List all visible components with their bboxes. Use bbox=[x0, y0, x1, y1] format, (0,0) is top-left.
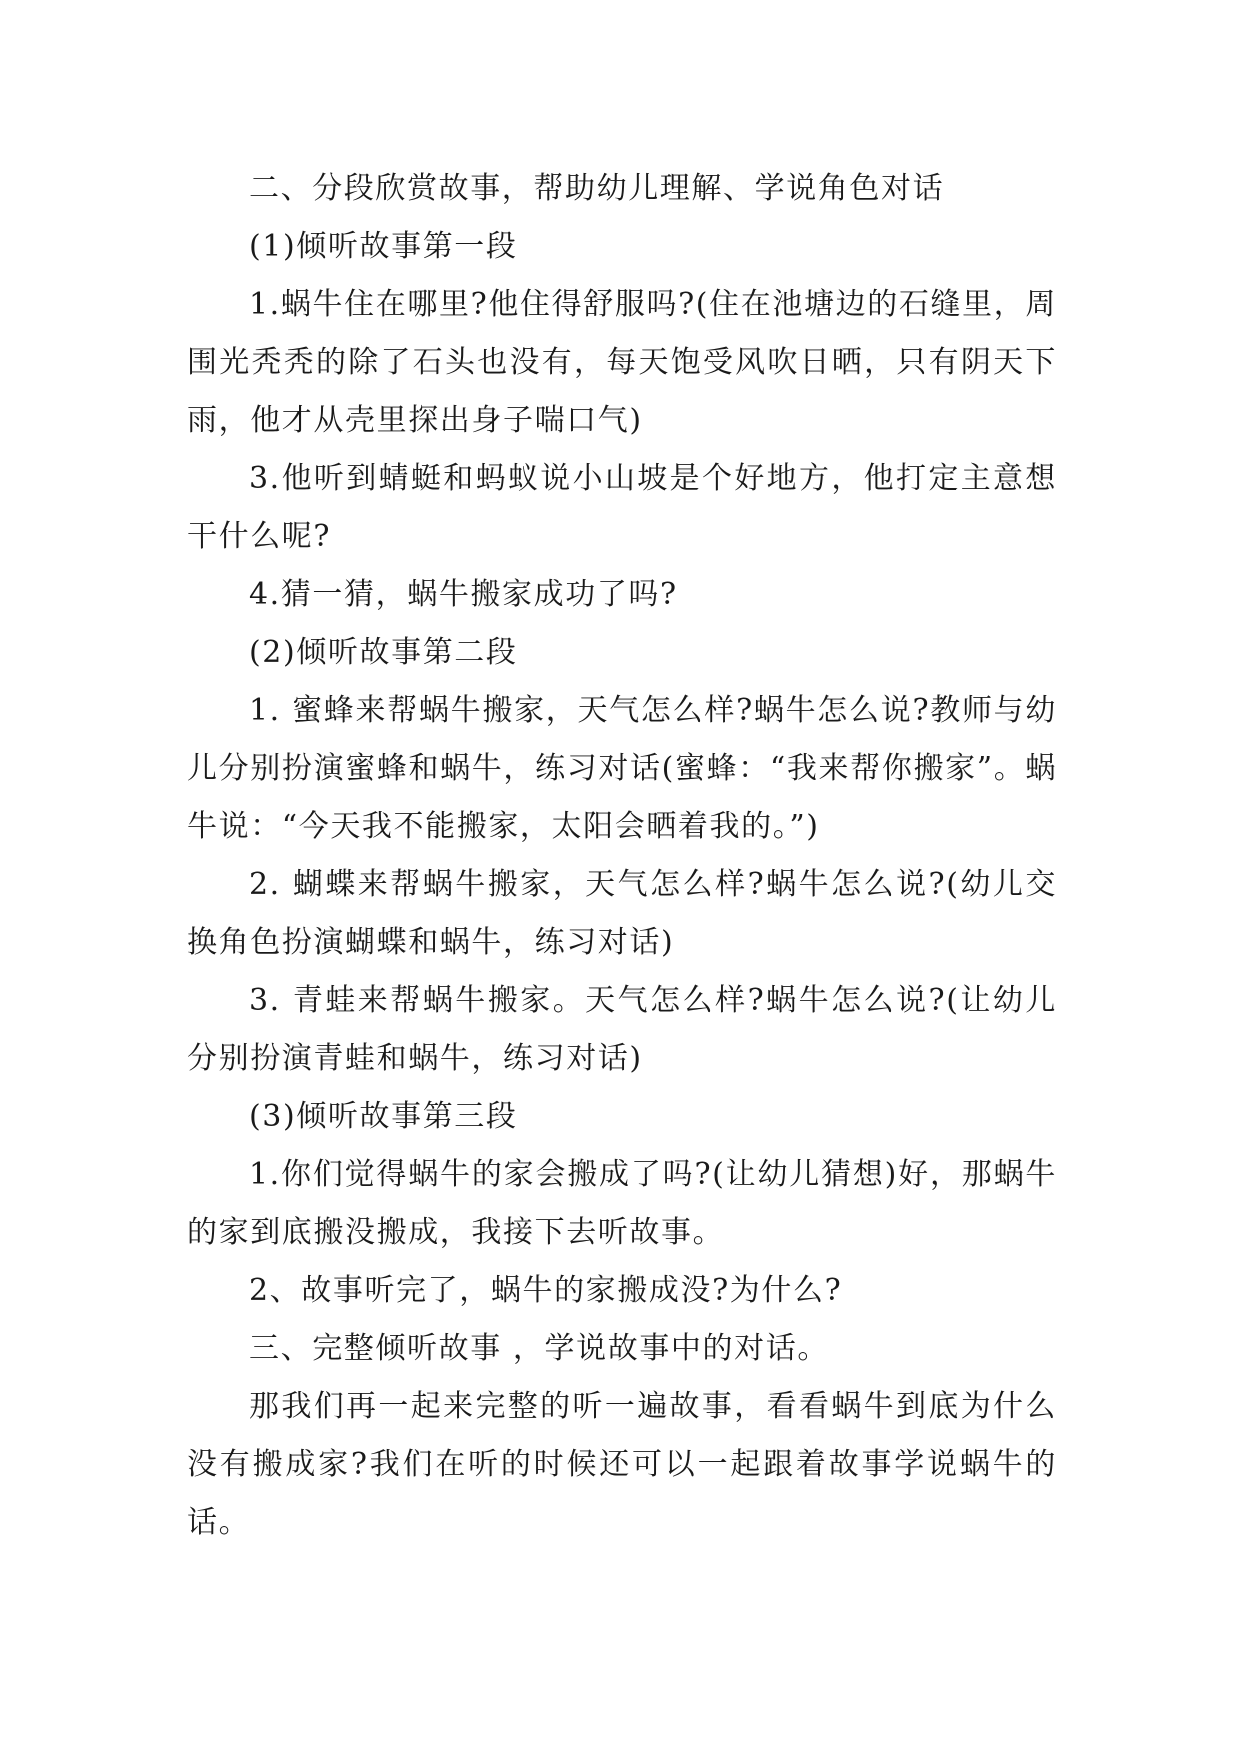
question-paragraph: 1.蜗牛住在哪里?他住得舒服吗?(住在池塘边的石缝里，周围光秃秃的除了石头也没有，每天饱受风吹日晒，只有阴天下雨，他才从壳里探出身子喘口气) bbox=[187, 287, 1057, 438]
question-paragraph: 2、故事听完了，蜗牛的家搬成没?为什么? bbox=[249, 1273, 843, 1308]
question-paragraph: 2. 蝴蝶来帮蜗牛搬家，天气怎么样?蜗牛怎么说?(幼儿交换角色扮演蝴蝶和蜗牛，练习对话) bbox=[187, 867, 1057, 960]
subsection-heading-2: (2)倾听故事第二段 bbox=[249, 635, 518, 670]
question-paragraph: 4.猜一猜，蜗牛搬家成功了吗? bbox=[249, 577, 678, 612]
section-heading-2: 二、分段欣赏故事，帮助幼儿理解、学说角色对话 bbox=[249, 171, 945, 206]
question-paragraph: 1.你们觉得蜗牛的家会搬成了吗?(让幼儿猜想)好，那蜗牛的家到底搬没搬成，我接下去听故事。 bbox=[187, 1157, 1057, 1250]
subsection-heading-3: (3)倾听故事第三段 bbox=[249, 1099, 518, 1134]
question-paragraph: 3. 青蛙来帮蜗牛搬家。天气怎么样?蜗牛怎么说?(让幼儿分别扮演青蛙和蜗牛，练习对话) bbox=[187, 983, 1057, 1076]
document-body bbox=[187, 160, 1057, 1552]
question-paragraph: 1. 蜜蜂来帮蜗牛搬家，天气怎么样?蜗牛怎么说?教师与幼儿分别扮演蜜蜂和蜗牛，练习对话(蜜蜂：“我来帮你搬家”。蜗牛说：“今天我不能搬家，太阳会晒着我的。”) bbox=[187, 693, 1057, 844]
section-heading-3: 三、完整倾听故事 ，学说故事中的对话。 bbox=[249, 1331, 829, 1366]
subsection-heading-1: (1)倾听故事第一段 bbox=[249, 229, 518, 264]
question-paragraph: 3.他听到蜻蜓和蚂蚁说小山坡是个好地方，他打定主意想干什么呢? bbox=[187, 461, 1057, 554]
body-paragraph: 那我们再一起来完整的听一遍故事，看看蜗牛到底为什么没有搬成家?我们在听的时候还可以一起跟着故事学说蜗牛的话。 bbox=[187, 1389, 1057, 1540]
